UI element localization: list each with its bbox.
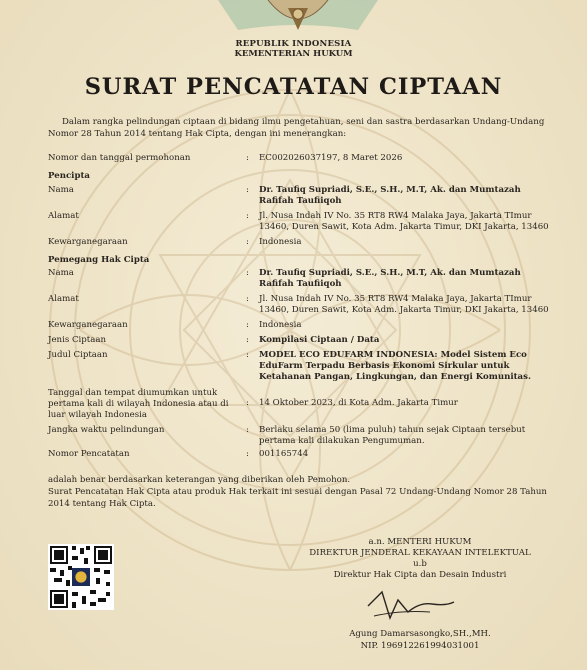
intro-paragraph: Dalam rangka pelindungan ciptaan di bidang ilmu pengetahuan, seni dan sastra berdasarkan Undang-Undang Nomor 28 Tahun 2014 tentang Hak Cipta, dengan ini menerangkan: (48, 117, 545, 139)
work-type-label: Jenis Ciptaan (48, 335, 107, 345)
pencipta-citizenship: Indonesia (259, 237, 302, 247)
qr-code (48, 544, 114, 610)
pencipta-name-row: Nama : Dr. Taufiq Supriadi, S.E., S.H., M.T, Ak. dan Mumtazah Rafifah Taufiiqoh (48, 185, 548, 209)
handwritten-signature (360, 582, 460, 622)
signature-on-behalf: a.n. MENTERI HUKUM (368, 537, 472, 547)
pemegang-name-label: Nama (48, 268, 74, 278)
section-pencipta: Pencipta (48, 171, 90, 181)
pencipta-name-label: Nama (48, 185, 74, 195)
pencipta-name: Dr. Taufiq Supriadi, S.E., S.H., M.T, Ak. dan Mumtazah Rafifah Taufiiqoh (259, 185, 521, 206)
registration-number-row: Nomor Pencatatan : 001165744 (48, 449, 548, 461)
work-title-row: Judul Ciptaan : MODEL ECO EDUFARM INDONESIA: Model Sistem Eco EduFarm Terpadu Berbasis Ekonomi Sirkular untuk Ketahanan Pangan, Lingkungan, dan Energi Komunitas. (48, 350, 548, 386)
signature-directorate: DIREKTUR JENDERAL KEKAYAAN INTELEKTUAL (309, 548, 531, 558)
protection-term-row: Jangka waktu pelindungan : Berlaku selama 50 (lima puluh) tahun sejak Ciptaan tersebut pertama kali dilakukan Pengumuman. (48, 425, 548, 449)
pencipta-address: Jl. Nusa Indah IV No. 35 RT8 RW4 Malaka Jaya, Jakarta TImur 13460, Duren Sawit, Kota Adm. Jakarta Timur, DKI Jakarta, 13460 (259, 211, 549, 232)
publication-value: 14 Oktober 2023, di Kota Adm. Jakarta Timur (259, 398, 458, 408)
work-title: MODEL ECO EDUFARM INDONESIA: Model Sistem Eco EduFarm Terpadu Berbasis Ekonomi Sirkular untuk Ketahanan Pangan, Lingkungan, dan Energi Komunitas. (259, 350, 531, 382)
protection-term-label: Jangka waktu pelindungan (48, 425, 165, 435)
document-title: SURAT PENCATATAN CIPTAAN (84, 74, 503, 100)
application-label: Nomor dan tanggal permohonan (48, 153, 191, 163)
country-heading: REPUBLIK INDONESIA (235, 39, 352, 49)
pemegang-name-row: Nama : Dr. Taufiq Supriadi, S.E., S.H., M.T, Ak. dan Mumtazah Rafifah Taufiiqoh (48, 268, 548, 292)
application-row: Nomor dan tanggal permohonan : EC002026037197, 8 Maret 2026 (48, 153, 548, 165)
work-type-row: Jenis Ciptaan : Kompilasi Ciptaan / Data (48, 335, 548, 347)
application-value: EC002026037197, 8 Maret 2026 (259, 153, 403, 163)
pemegang-citizenship-row: Kewarganegaraan : Indonesia (48, 320, 548, 332)
closing-statement-1: adalah benar berdasarkan keterangan yang diberikan oleh Pemohon. (48, 475, 351, 485)
work-title-label: Judul Ciptaan (48, 350, 108, 360)
pencipta-citizenship-row: Kewarganegaraan : Indonesia (48, 237, 548, 249)
registration-number: 001165744 (259, 449, 309, 459)
closing-statement-2: Surat Pencatatan Hak Cipta atau produk Hak terkait ini sesuai dengan Pasal 72 Undang-Undang Nomor 28 Tahun 2014 tentang Hak Cipta. (48, 487, 547, 509)
publication-label: Tanggal dan tempat diumumkan untuk pertama kali di wilayah Indonesia atau di luar wilayah Indonesia (48, 388, 229, 420)
signature-ub: u.b (413, 559, 427, 569)
protection-term: Berlaku selama 50 (lima puluh) tahun sejak Ciptaan tersebut pertama kali dilakukan Pengumuman. (259, 425, 526, 446)
registration-number-label: Nomor Pencatatan (48, 449, 130, 459)
section-pemegang: Pemegang Hak Cipta (48, 255, 150, 265)
pemegang-address-row: Alamat : Jl. Nusa Indah IV No. 35 RT8 RW4 Malaka Jaya, Jakarta TImur 13460, Duren Sawit, Kota Adm. Jakarta Timur, DKI Jakarta, 13460 (48, 294, 549, 315)
signatory-nip: NIP. 196912261994031001 (360, 641, 480, 651)
pemegang-address-label: Alamat (48, 294, 79, 304)
work-type: Kompilasi Ciptaan / Data (259, 335, 380, 345)
ministry-heading: KEMENTERIAN HUKUM (234, 49, 353, 59)
pemegang-name: Dr. Taufiq Supriadi, S.E., S.H., M.T, Ak. dan Mumtazah Rafifah Taufiiqoh (259, 268, 521, 289)
signatory-name: Agung Damarsasongko,SH.,MH. (349, 629, 491, 639)
pencipta-citizenship-label: Kewarganegaraan (48, 237, 128, 247)
pencipta-address-label: Alamat (48, 211, 79, 221)
pemegang-address: Jl. Nusa Indah IV No. 35 RT8 RW4 Malaka Jaya, Jakarta TImur 13460, Duren Sawit, Kota Adm. Jakarta Timur, DKI Jakarta, 13460 (259, 294, 549, 315)
publication-row: Tanggal dan tempat diumumkan untuk pertama kali di wilayah Indonesia atau di luar wilayah Indonesia : 14 Oktober 2023, di Kota Adm. Jakarta Timur (48, 388, 548, 422)
pencipta-address-row: Alamat : Jl. Nusa Indah IV No. 35 RT8 RW4 Malaka Jaya, Jakarta TImur 13460, Duren Sawit, Kota Adm. Jakarta Timur, DKI Jakarta, 13460 (48, 211, 549, 232)
pemegang-citizenship: Indonesia (259, 320, 302, 330)
garuda-emblem (218, 0, 378, 40)
pemegang-citizenship-label: Kewarganegaraan (48, 320, 128, 330)
signature-director-title: Direktur Hak Cipta dan Desain Industri (333, 570, 507, 580)
